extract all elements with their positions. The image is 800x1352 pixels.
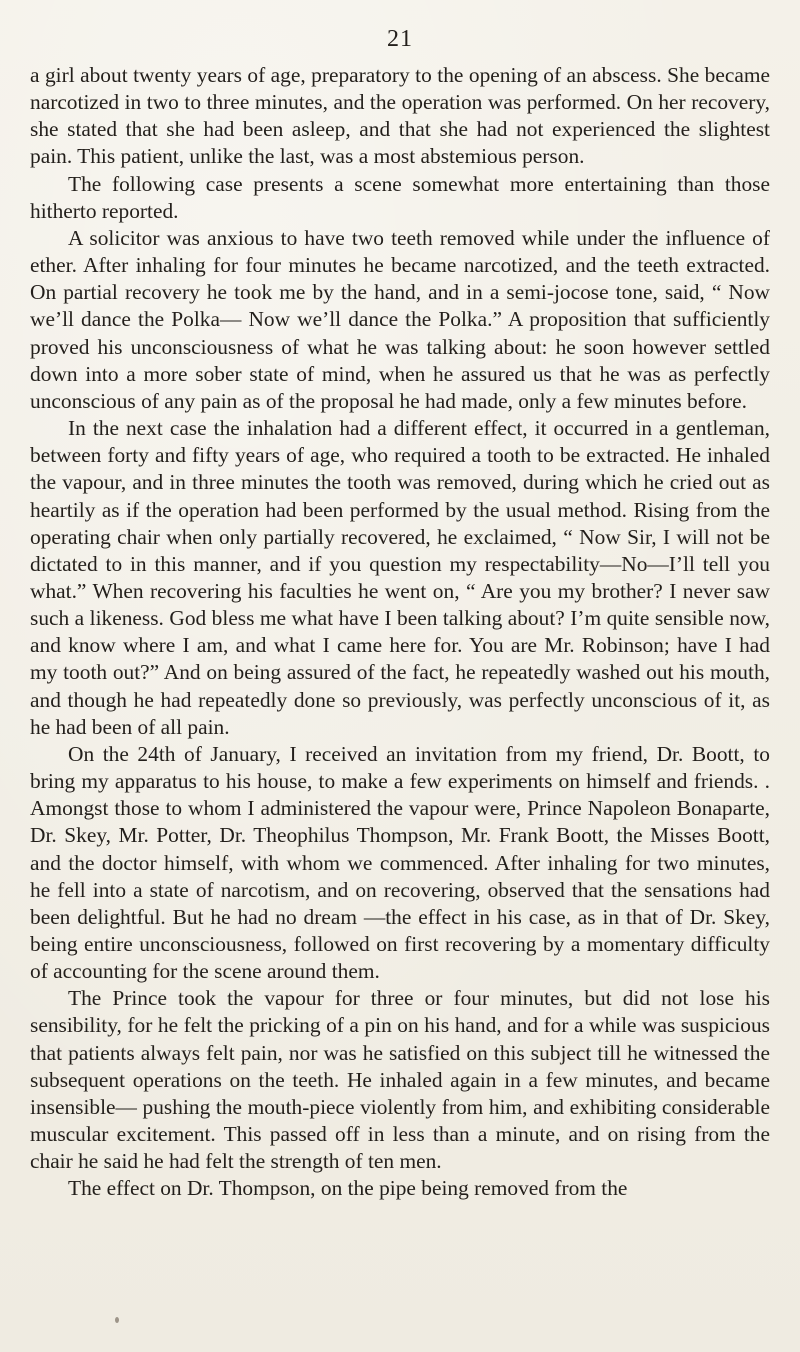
- ink-speck: [115, 1317, 119, 1323]
- paragraph-5: On the 24th of January, I received an invitation from my friend, Dr. Boott, to bring my apparatus to his house, to make a few experiments on himself and friends. . Amongst those to whom I administered the vapour were, Prince Napoleon Bonaparte, Dr. Skey, Mr. Potter, Dr. Theophilus Thompson, Mr. Frank Boott, the Misses Boott, and the doctor himself, with whom we commenced. After inhaling for two minutes, he fell into a state of narcotism, and on recovering, observed that the sensations had been delightful. But he had no dream —the effect in his case, as in that of Dr. Skey, being entire unconsciousness, followed on first recovering by a momentary difficulty of accounting for the scene around them.: [30, 741, 770, 984]
- paragraph-2: The following case presents a scene somewhat more entertaining than those hitherto reported.: [30, 171, 770, 223]
- paragraph-4: In the next case the inhalation had a different effect, it occurred in a gentleman, between forty and fifty years of age, who required a tooth to be extracted. He inhaled the vapour, and in three minutes the tooth was removed, during which he cried out as heartily as if the operation had been performed by the usual method. Rising from the operating chair when only partially recovered, he exclaimed, “ Now Sir, I will not be dictated to in this manner, and if you question my respectability—No—I’ll tell you what.” When recovering his faculties he went on, “ Are you my brother? I never saw such a likeness. God bless me what have I been talking about? I’m quite sensible now, and know where I am, and what I came here for. You are Mr. Robinson; have I had my tooth out?” And on being assured of the fact, he repeatedly washed out his mouth, and though he had repeatedly done so previously, was perfectly unconscious of it, as he had been of all pain.: [30, 416, 770, 739]
- paragraph-1: a girl about twenty years of age, preparatory to the opening of an abscess. She became narcotized in two to three minutes, and the operation was performed. On her recovery, she stated that she had been asleep, and that she had not experienced the slightest pain. This patient, unlike the last, was a most abstemious person.: [30, 63, 770, 169]
- paragraph-6: The Prince took the vapour for three or four minutes, but did not lose his sensibility, for he felt the pricking of a pin on his hand, and for a while was suspicious that patients always felt pain, nor was he satisfied on this subject till he witnessed the subsequent operations on the teeth. He inhaled again in a few minutes, and became insensible— pushing the mouth-piece violently from him, and exhibiting considerable muscular excitement. This passed off in less than a minute, and on rising from the chair he said he had felt the strength of ten men.: [30, 986, 770, 1174]
- page-number: 21: [387, 26, 413, 52]
- body-text: [30, 62, 770, 1203]
- paragraph-3: A solicitor was anxious to have two teeth removed while under the influence of ether. After inhaling for four minutes he became narcotized, and the teeth extracted. On partial recovery he took me by the hand, and in a semi-jocose tone, said, “ Now we’ll dance the Polka— Now we’ll dance the Polka.” A proposition that sufficiently proved his unconsciousness of what he was talking about: he soon however settled down into a more sober state of mind, when he assured us that he was as perfectly unconscious of any pain as of the proposal he had made, only a few minutes before.: [30, 225, 770, 413]
- paragraph-7: The effect on Dr. Thompson, on the pipe being removed from the: [68, 1176, 628, 1201]
